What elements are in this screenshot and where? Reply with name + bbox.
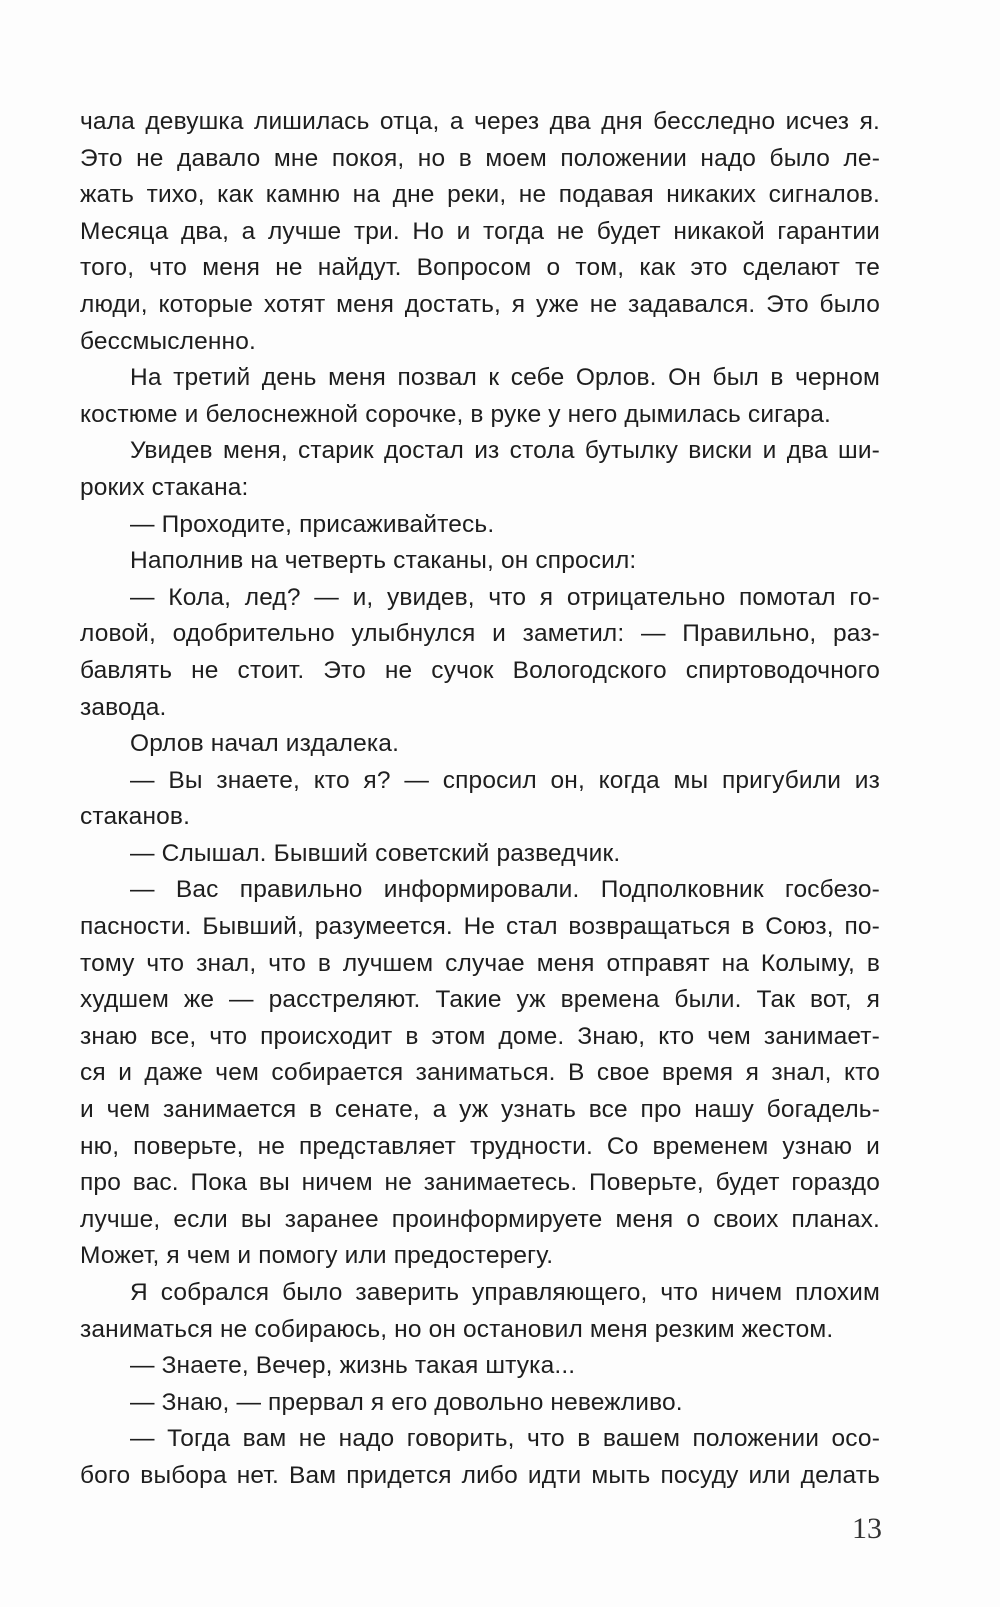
text-line: того, что меня не найдут. Вопросом о том, как это сделают те: [80, 254, 880, 282]
text-line: заниматься не собираюсь, но он остановил меня резким жестом.: [80, 1315, 834, 1343]
text-line: Орлов начал издалека.: [130, 730, 400, 758]
text-line: завода.: [80, 693, 167, 721]
text-line: знаю все, что происходит в этом доме. Знаю, кто чем занимает-: [80, 1022, 880, 1050]
text-line: тому что знал, что в лучшем случае меня отправят на Колыму, в: [80, 949, 880, 977]
text-line: и чем занимается в сенате, а уж узнать все про нашу богадель-: [80, 1096, 880, 1124]
text-line: про вас. Пока вы ничем не занимаетесь. Поверьте, будет гораздо: [80, 1169, 880, 1197]
text-line: Увидев меня, старик достал из стола бутылку виски и два ши-: [130, 437, 880, 465]
text-line: — Проходите, присаживайтесь.: [130, 510, 495, 538]
text-line: люди, которые хотят меня достать, я уже не задавался. Это было: [80, 290, 880, 318]
text-line: жать тихо, как камню на дне реки, не подавая никаких сигналов.: [80, 181, 880, 209]
text-line: стаканов.: [80, 803, 191, 831]
text-line: ню, поверьте, не представляет трудности. Со временем узнаю и: [80, 1132, 880, 1160]
text-line: — Вас правильно информировали. Подполковник госбезо-: [130, 876, 880, 904]
text-line: роких стакана:: [80, 473, 249, 501]
text-line: бого выбора нет. Вам придется либо идти мыть посуду или делать: [80, 1461, 880, 1489]
text-line: костюме и белоснежной сорочке, в руке у него дымилась сигара.: [80, 400, 831, 428]
body-text: [80, 104, 880, 1495]
text-line: Я собрался было заверить управляющего, что ничем плохим: [130, 1279, 880, 1306]
text-line: Может, я чем и помогу или предостерегу.: [80, 1242, 554, 1270]
text-line: — Слышал. Бывший советский разведчик.: [130, 839, 621, 867]
text-line: ловой, одобрительно улыбнулся и заметил: — Правильно, раз-: [80, 620, 880, 648]
page-number: 13: [852, 1512, 882, 1545]
text-line: бессмысленно.: [80, 327, 256, 355]
text-line: чала девушка лишилась отца, а через два дня бесследно исчез я.: [80, 108, 880, 135]
text-line: бавлять не стоит. Это не сучок Вологодского спиртоводочного: [80, 656, 880, 684]
text-line: Наполнив на четверть стаканы, он спросил:: [130, 547, 637, 575]
text-line: — Знаю, — прервал я его довольно невежливо.: [130, 1388, 683, 1416]
text-line: пасности. Бывший, разумеется. Не стал возвращаться в Союз, по-: [80, 913, 880, 941]
text-line: ся и даже чем собирается заниматься. В свое время я знал, кто: [80, 1059, 880, 1087]
text-line: На третий день меня позвал к себе Орлов. Он был в черном: [130, 364, 880, 392]
text-line: худшем же — расстреляют. Такие уж времена были. Так вот, я: [80, 986, 880, 1014]
text-line: Это не давало мне покоя, но в моем положении надо было ле-: [80, 144, 880, 172]
text-line: Месяца два, а лучше три. Но и тогда не будет никакой гарантии: [80, 217, 880, 245]
text-line: лучше, если вы заранее проинформируете меня о своих планах.: [80, 1205, 880, 1233]
text-line: — Вы знаете, кто я? — спросил он, когда мы пригубили из: [130, 766, 880, 794]
text-line: — Знаете, Вечер, жизнь такая штука...: [130, 1352, 576, 1380]
text-line: — Кола, лед? — и, увидев, что я отрицательно помотал го-: [130, 583, 880, 611]
text-line: — Тогда вам не надо говорить, что в вашем положении осо-: [130, 1425, 880, 1453]
